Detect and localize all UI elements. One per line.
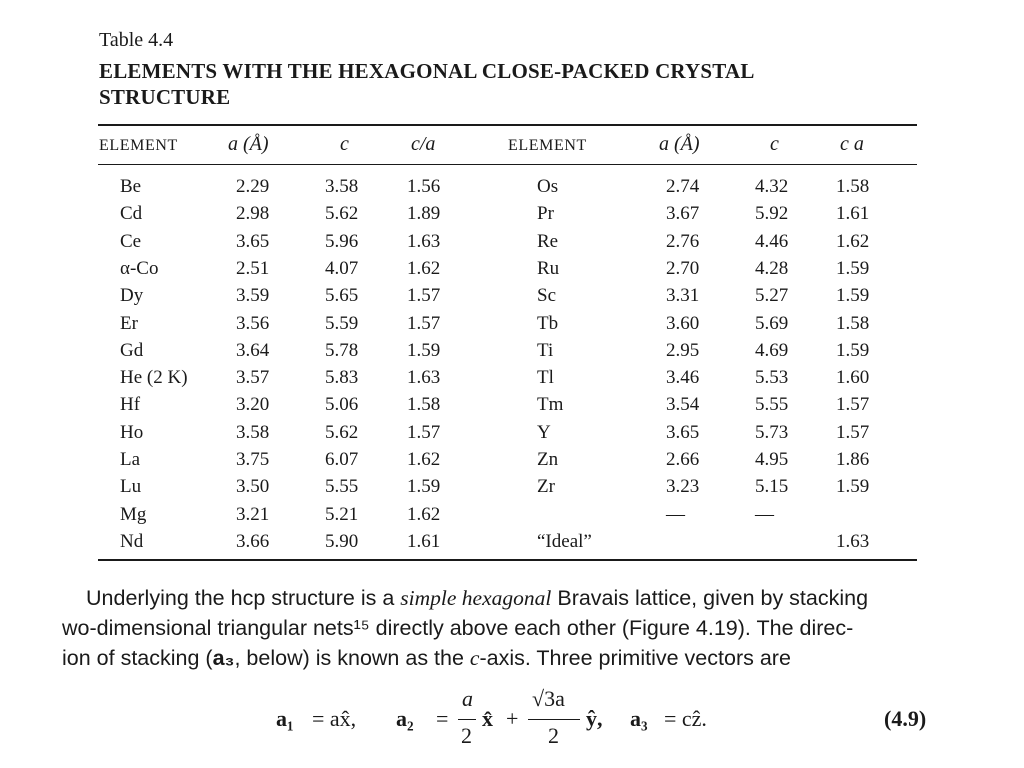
right-c-cell: 5.73 [755, 422, 789, 443]
right-element-cell: Y [537, 422, 551, 443]
right-c-cell: 5.53 [755, 367, 789, 388]
left-c-cell: 3.58 [325, 176, 359, 197]
right-ca-cell: 1.57 [836, 394, 870, 415]
table-top-rule [98, 124, 917, 126]
right-a-cell: 3.31 [666, 285, 700, 306]
right-element-cell: Zr [537, 476, 555, 497]
right-ca-cell: 1.86 [836, 449, 870, 470]
right-element-cell: Re [537, 231, 559, 252]
left-ca-cell: 1.56 [407, 176, 441, 197]
left-element-cell: α-Co [120, 258, 159, 279]
right-element-cell: “Ideal” [537, 531, 592, 552]
table-number: Table 4.4 [99, 29, 174, 51]
paragraph-line-3: ion of stacking (a₃, below) is known as the c-axis. Three primitive vectors are [62, 646, 791, 670]
right-ca-cell: 1.62 [836, 231, 870, 252]
left-c-cell: 5.83 [325, 367, 359, 388]
left-element-cell: La [120, 449, 141, 470]
left-a-cell: 3.65 [236, 231, 270, 252]
left-element-cell: Dy [120, 285, 144, 306]
eq-frac1-denominator: 2 [461, 723, 472, 748]
left-c-cell: 5.62 [325, 422, 359, 443]
right-a-cell: 3.65 [666, 422, 700, 443]
eq-a1-lhs: a₁ [276, 706, 294, 731]
right-element-cell: Tb [537, 313, 559, 334]
eq-a1-rhs: = ax̂, [312, 706, 357, 731]
header-a: a (Å) [228, 133, 269, 155]
eq-frac1-bar [458, 719, 476, 720]
eq-frac2-numerator: √3a [532, 686, 565, 711]
body-paragraph [62, 583, 952, 673]
right-ca-cell: 1.61 [836, 203, 870, 224]
right-c-cell: 5.69 [755, 313, 789, 334]
header-c: c [340, 133, 349, 155]
right-c-cell: 4.32 [755, 176, 789, 197]
right-a-cell: 3.46 [666, 367, 700, 388]
right-c-cell: 5.55 [755, 394, 789, 415]
left-element-cell: Cd [120, 203, 143, 224]
paragraph-line-1: Underlying the hcp structure is a simple hexagonal Bravais lattice, given by stacking [86, 586, 869, 610]
right-ca-cell: 1.58 [836, 176, 870, 197]
right-a-cell: 2.70 [666, 258, 700, 279]
equation-number: (4.9) [884, 706, 927, 731]
right-ca-cell: 1.59 [836, 476, 870, 497]
left-ca-cell: 1.59 [407, 340, 441, 361]
right-ca-cell: 1.59 [836, 340, 870, 361]
left-c-cell: 5.06 [325, 394, 359, 415]
right-a-cell: 2.74 [666, 176, 700, 197]
right-a-cell: — [666, 504, 685, 525]
left-ca-cell: 1.57 [407, 285, 441, 306]
left-element-cell: Mg [120, 504, 147, 525]
left-a-cell: 3.50 [236, 476, 270, 497]
left-element-cell: Hf [120, 394, 141, 415]
right-ca-cell: 1.63 [836, 531, 870, 552]
eq-xhat: x̂ [482, 706, 493, 731]
right-element-cell: Pr [537, 203, 554, 224]
right-element-cell: Ru [537, 258, 560, 279]
left-a-cell: 3.58 [236, 422, 270, 443]
left-a-cell: 3.66 [236, 531, 270, 552]
left-element-cell: Ho [120, 422, 144, 443]
header-element: ELEMENT [99, 137, 178, 154]
left-a-cell: 3.57 [236, 367, 270, 388]
left-element-cell: Be [120, 176, 142, 197]
right-c-cell: 4.69 [755, 340, 789, 361]
left-c-cell: 6.07 [325, 449, 359, 470]
left-element-cell: Gd [120, 340, 144, 361]
left-ca-cell: 1.62 [407, 449, 441, 470]
right-ca-cell: 1.59 [836, 285, 870, 306]
left-element-cell: Nd [120, 531, 144, 552]
left-a-cell: 3.59 [236, 285, 270, 306]
header-ca: c/a [411, 133, 436, 155]
right-a-cell: 2.66 [666, 449, 700, 470]
eq-a2-equals: = [436, 706, 449, 731]
eq-frac2-denominator: 2 [548, 723, 559, 748]
eq-a3-lhs: a₃ [630, 706, 648, 731]
left-a-cell: 2.29 [236, 176, 270, 197]
right-c-cell: 5.15 [755, 476, 789, 497]
right-element-cell: Zn [537, 449, 559, 470]
left-c-cell: 5.78 [325, 340, 359, 361]
left-c-cell: 5.21 [325, 504, 359, 525]
left-ca-cell: 1.62 [407, 258, 441, 279]
left-ca-cell: 1.61 [407, 531, 441, 552]
left-ca-cell: 1.59 [407, 476, 441, 497]
left-c-cell: 5.96 [325, 231, 359, 252]
right-ca-cell: 1.59 [836, 258, 870, 279]
eq-a2-lhs: a₂ [396, 706, 414, 731]
eq-a3-rhs: = cẑ. [664, 706, 707, 731]
right-ca-cell: 1.57 [836, 422, 870, 443]
left-element-cell: Er [120, 313, 138, 334]
left-a-cell: 3.56 [236, 313, 270, 334]
left-ca-cell: 1.57 [407, 313, 441, 334]
left-c-cell: 4.07 [325, 258, 359, 279]
left-a-cell: 3.75 [236, 449, 270, 470]
right-c-cell: 5.92 [755, 203, 789, 224]
right-a-cell: 3.67 [666, 203, 700, 224]
right-c-cell: 4.95 [755, 449, 789, 470]
left-element-cell: He (2 K) [120, 367, 188, 388]
right-a-cell: 2.76 [666, 231, 700, 252]
left-ca-cell: 1.57 [407, 422, 441, 443]
header-element-2: ELEMENT [508, 137, 587, 154]
left-element-cell: Ce [120, 231, 142, 252]
left-ca-cell: 1.89 [407, 203, 441, 224]
left-ca-cell: 1.58 [407, 394, 441, 415]
left-ca-cell: 1.63 [407, 231, 441, 252]
left-a-cell: 3.64 [236, 340, 270, 361]
left-c-cell: 5.62 [325, 203, 359, 224]
right-ca-cell: 1.58 [836, 313, 870, 334]
right-ca-cell: 1.60 [836, 367, 870, 388]
right-c-cell: — [755, 504, 774, 525]
left-a-cell: 3.21 [236, 504, 270, 525]
left-c-cell: 5.59 [325, 313, 359, 334]
table-title: ELEMENTS WITH THE HEXAGONAL CLOSE-PACKED CRYSTAL STRUCTURE [99, 59, 754, 109]
header-a-2: a (Å) [659, 133, 700, 155]
header-ca-2: c a [840, 133, 864, 155]
paragraph-line-2: wo-dimensional triangular nets¹⁵ directly above each other (Figure 4.19). The direc- [62, 616, 854, 640]
eq-plus: + [506, 706, 519, 731]
right-c-cell: 5.27 [755, 285, 789, 306]
header-c-2: c [770, 133, 779, 155]
left-ca-cell: 1.63 [407, 367, 441, 388]
right-a-cell: 3.23 [666, 476, 700, 497]
table-header-rule [98, 164, 917, 165]
right-a-cell: 2.95 [666, 340, 700, 361]
eq-frac1-numerator: a [462, 686, 473, 711]
right-a-cell: 3.60 [666, 313, 700, 334]
right-element-cell: Sc [537, 285, 556, 306]
right-element-cell: Ti [537, 340, 554, 361]
right-c-cell: 4.28 [755, 258, 789, 279]
right-element-cell: Tm [537, 394, 564, 415]
eq-frac2-bar [528, 719, 580, 720]
left-c-cell: 5.90 [325, 531, 359, 552]
left-ca-cell: 1.62 [407, 504, 441, 525]
right-element-cell: Tl [537, 367, 554, 388]
left-a-cell: 2.98 [236, 203, 270, 224]
left-a-cell: 2.51 [236, 258, 270, 279]
table-bottom-rule [98, 559, 917, 561]
right-a-cell: 3.54 [666, 394, 700, 415]
left-a-cell: 3.20 [236, 394, 270, 415]
left-c-cell: 5.55 [325, 476, 359, 497]
left-c-cell: 5.65 [325, 285, 359, 306]
right-element-cell: Os [537, 176, 559, 197]
eq-yhat: ŷ, [586, 706, 603, 731]
right-c-cell: 4.46 [755, 231, 789, 252]
left-element-cell: Lu [120, 476, 142, 497]
